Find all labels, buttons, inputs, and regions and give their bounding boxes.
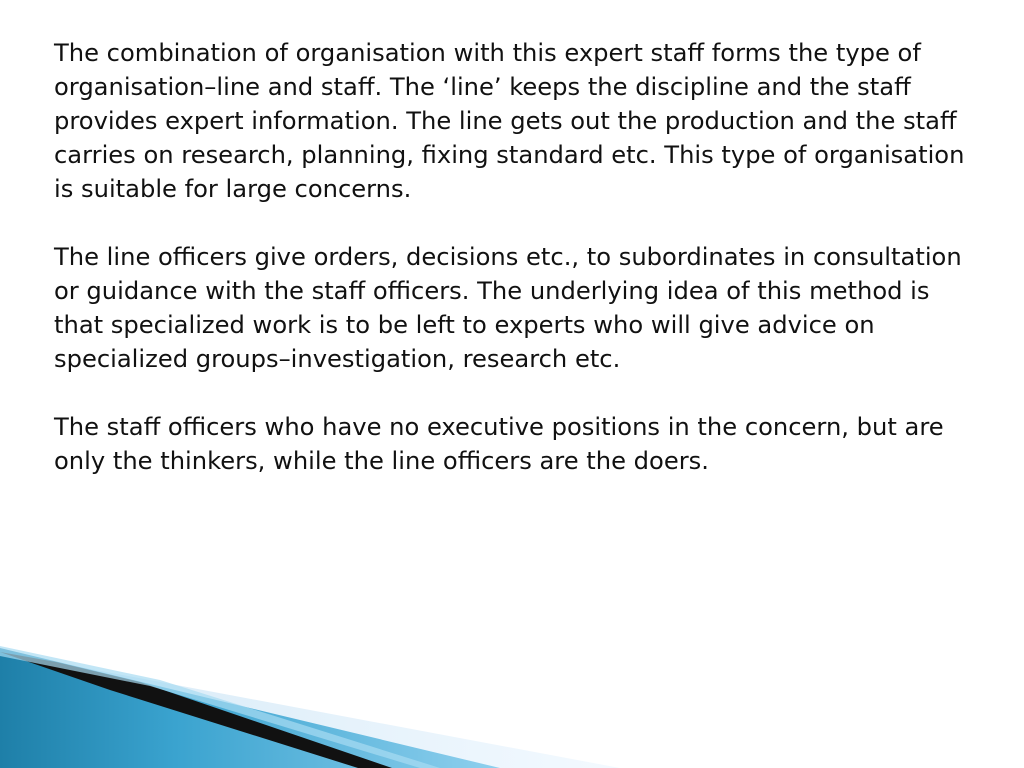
paragraph-line-and-staff-definition: The combination of organisation with this expert staff forms the type of organisation–line and staff. The ‘line’ keeps the discipline and the staff provides expert information. The line gets out the production and the staff carries on research, planning, fixing standard etc. This type of organisation is suitable for large concerns. bbox=[54, 39, 965, 203]
paragraph-line-officers-role: The line officers give orders, decisions etc., to subordinates in consultation or guidance with the staff officers. The underlying idea of this method is that specialized work is to be left to experts who will give advice on specialized groups–investigation, research etc. bbox=[54, 243, 962, 373]
paragraph-staff-officers-role: The staff officers who have no executive positions in the concern, but are only the thinkers, while the line officers are the doers. bbox=[54, 413, 944, 475]
